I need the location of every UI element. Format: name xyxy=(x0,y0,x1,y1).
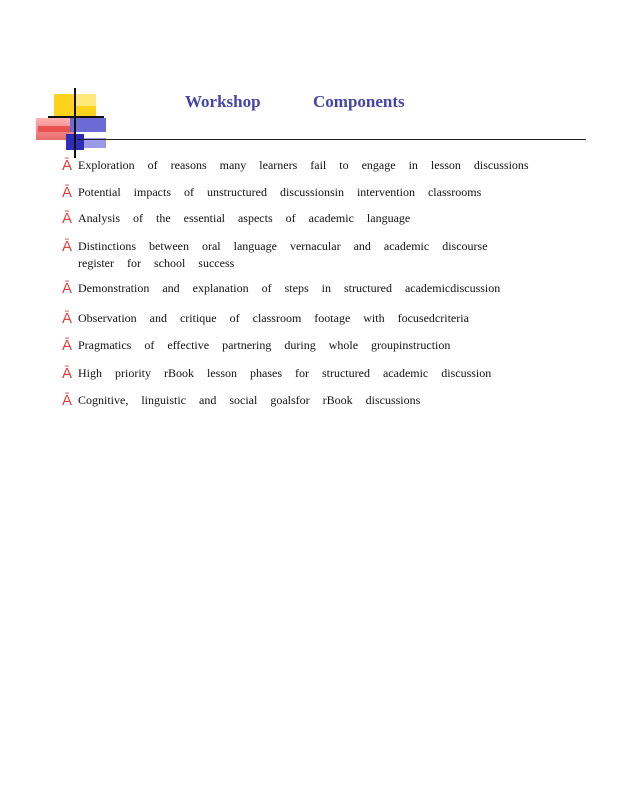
logo-vertical-line xyxy=(74,88,76,158)
bullet-marker-icon: Ā xyxy=(62,184,73,201)
list-item xyxy=(62,210,582,227)
list-item xyxy=(62,280,582,297)
logo-horizontal-line xyxy=(48,116,104,118)
decorative-logo xyxy=(34,88,110,158)
bullet-marker-icon: Ā xyxy=(62,280,73,297)
title-word-components: Components xyxy=(313,92,405,111)
list-item-text: Demonstration and explanation of steps in structured academicdiscussion xyxy=(78,281,501,295)
list-item-text-continued: register for school success xyxy=(78,256,235,270)
list-item-text: Observation and critique of classroom footage with focusedcriteria xyxy=(78,311,469,325)
list-item xyxy=(62,365,582,382)
bullet-marker-icon: Ā xyxy=(62,392,73,409)
list-item xyxy=(62,310,582,327)
logo-light-yellow-square xyxy=(74,94,96,106)
bullet-marker-icon: Ā xyxy=(62,365,73,382)
bullet-marker-icon: Ā xyxy=(62,210,73,227)
list-item-text: Exploration of reasons many learners fail to engage in lesson discussions xyxy=(78,158,529,172)
list-item-text: High priority rBook lesson phases for structured academic discussion xyxy=(78,366,492,380)
list-item-text: Pragmatics of effective partnering during whole groupinstruction xyxy=(78,338,451,352)
list-item xyxy=(62,392,582,409)
bullet-marker-icon: Ā xyxy=(62,337,73,354)
list-item xyxy=(62,157,582,174)
list-item xyxy=(62,337,582,354)
component-list xyxy=(62,157,582,409)
bullet-marker-icon: Ā xyxy=(62,238,73,255)
list-item-text: Analysis of the essential aspects of academic language xyxy=(78,211,411,225)
list-item-text: Cognitive, linguistic and social goalsfor rBook discussions xyxy=(78,393,421,407)
list-item-text: Distinctions between oral language vernacular and academic discourse xyxy=(78,239,488,253)
title-divider xyxy=(78,139,586,140)
bullet-marker-icon: Ā xyxy=(62,310,73,327)
title-word-workshop: Workshop xyxy=(185,92,261,111)
list-item xyxy=(62,184,582,201)
bullet-marker-icon: Ā xyxy=(62,157,73,174)
list-item xyxy=(62,238,582,272)
list-item-text: Potential impacts of unstructured discussionsin intervention classrooms xyxy=(78,185,482,199)
